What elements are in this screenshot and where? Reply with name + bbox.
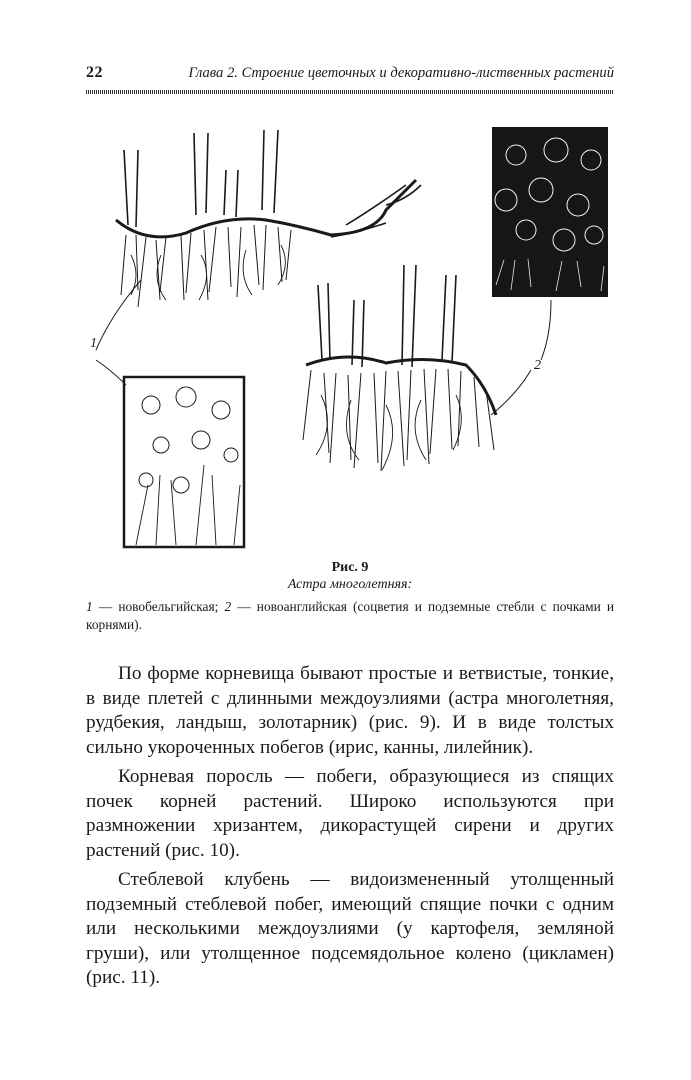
header-rule	[86, 90, 614, 94]
aster-illustration	[86, 115, 614, 555]
legend-number-1: 1	[86, 599, 93, 614]
legend-text-1: — новобельгийская;	[92, 599, 225, 614]
root-system-right	[303, 265, 496, 471]
legend-number-2: 2	[224, 599, 232, 614]
figure-caption-subtitle: Астра многолетняя:	[287, 577, 413, 592]
page-number: 22	[86, 64, 103, 81]
inflorescence-panel-1	[124, 377, 244, 547]
page-header	[86, 64, 614, 88]
paragraph-2: Корневая поросль — побеги, образующиеся из спящих почек корней растений. Широко используются при размножении хризантем, дикорастущей сирени и других растений (рис. 10).	[86, 766, 614, 861]
root-system-left	[116, 130, 421, 307]
inflorescence-panel-2	[492, 127, 608, 297]
figure-caption-title: Рис. 9	[331, 560, 369, 575]
paragraph-3: Стеблевой клубень — видоизмененный утолщенный подземный стеблевой побег, имеющий спящие почки с одним или несколькими междоузлиями (у картофеля, земляной груши), или утолщенное подсемядольное колено (цикламен) (рис. 11).	[86, 869, 614, 988]
body-text	[86, 662, 614, 996]
figure-9	[86, 115, 614, 555]
figure-label-2: 2	[534, 358, 541, 373]
figure-label-1: 1	[90, 336, 97, 351]
paragraph-1: По форме корневища бывают простые и ветвистые, тонкие, в виде плетей с длинными междоузлиями (астра многолетняя, рудбекия, ландыш, золотарник) (рис. 9). И в виде толстых сильно укороченных побегов (ирис, канны, лилейник).	[86, 663, 614, 758]
running-title: Глава 2. Строение цветочных и декоративно-лиственных растений	[188, 65, 614, 81]
legend-text-2: — новоанглийская (соцветия и подземные стебли с почками и корнями).	[86, 599, 615, 632]
figure-legend	[86, 598, 614, 634]
